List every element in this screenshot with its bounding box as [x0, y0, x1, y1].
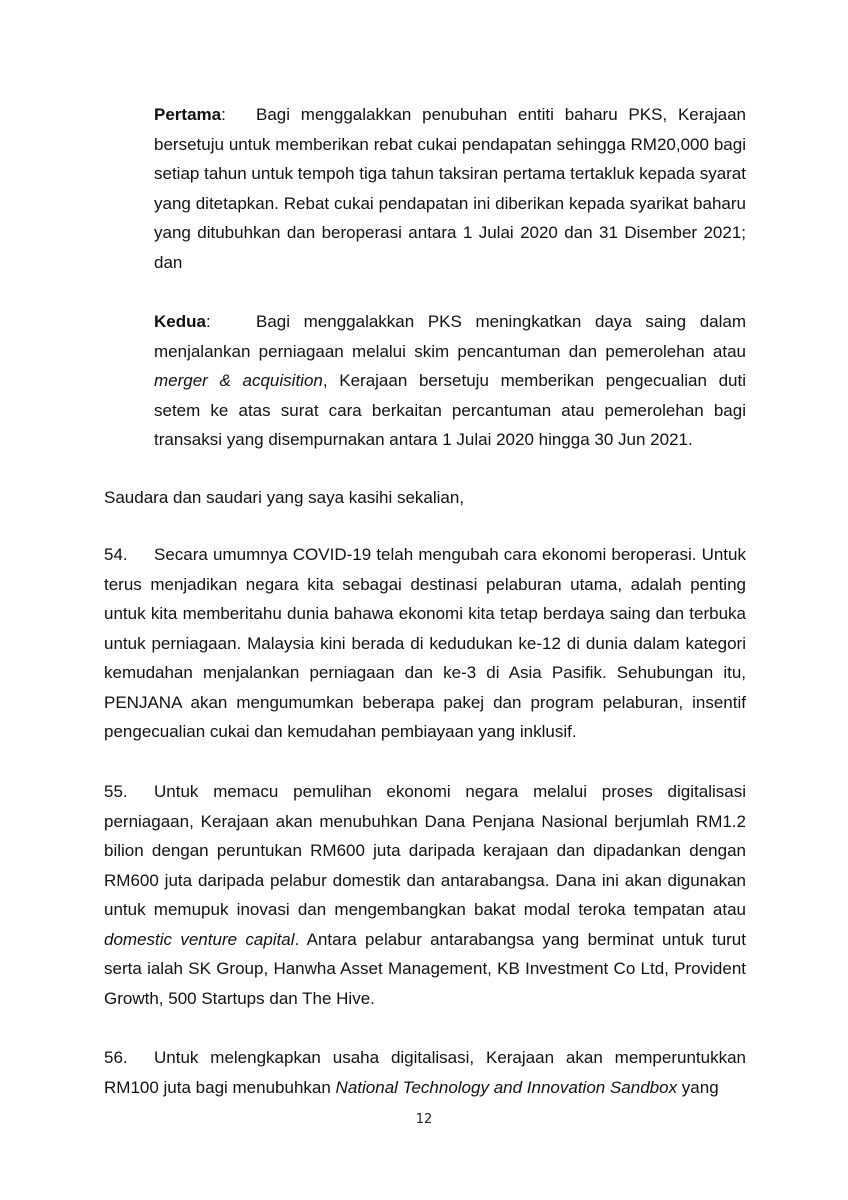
paragraph-54	[104, 540, 746, 747]
kedua-text-after: , Kerajaan bersetuju memberikan pengecualian duti setem ke atas surat cara berkaitan percantuman atau pemerolehan bagi transaksi yang disempurnakan antara 1 Julai 2020 hingga 30 Jun 2021.	[154, 371, 746, 449]
paragraph-54-number: 54.	[104, 545, 128, 564]
pertama-label-group	[154, 100, 256, 130]
paragraph-54-text: Secara umumnya COVID-19 telah mengubah cara ekonomi beroperasi. Untuk terus menjadikan negara kita sebagai destinasi pelaburan utama, adalah penting untuk kita memberitahu dunia bahawa ekonomi kita tetap berdaya saing dan terbuka untuk perniagaan. Malaysia kini berada di kedudukan ke-12 di dunia dalam kategori kemudahan menjalankan perniagaan dan ke-3 di Asia Pasifik. Sehubungan itu, PENJANA akan mengumumkan beberapa pakej dan program pelaburan, insentif pengecualian cukai dan kemudahan pembiayaan yang inklusif.	[104, 545, 746, 741]
paragraph-55-text-after: . Antara pelabur antarabangsa yang berminat untuk turut serta ialah SK Group, Hanwha Asset Management, KB Investment Co Ltd, Provident Growth, 500 Startups dan The Hive.	[104, 929, 746, 1008]
pertama-label: Pertama	[154, 105, 222, 124]
paragraph-56	[104, 1043, 746, 1102]
paragraph-kedua	[154, 307, 746, 455]
paragraph-55-text-before: Untuk memacu pemulihan ekonomi negara melalui proses digitalisasi perniagaan, Kerajaan akan menubuhkan Dana Penjana Nasional berjumlah RM1.2 bilion dengan peruntukan RM600 juta daripada kerajaan dan dipadankan dengan RM600 juta daripada pelabur domestik dan antarabangsa. Dana ini akan digunakan untuk memupuk inovasi dan mengembangkan bakat modal teroka tempatan atau	[104, 782, 746, 919]
paragraph-56-text-after: yang	[677, 1077, 719, 1097]
page-number: 12	[415, 1112, 433, 1127]
pertama-colon: :	[221, 105, 226, 124]
kedua-label-group	[154, 307, 256, 337]
paragraph-pertama	[154, 100, 746, 277]
kedua-label: Kedua	[154, 312, 206, 331]
kedua-colon: :	[205, 312, 211, 331]
paragraph-56-italic-term: National Technology and Innovation Sandbox	[335, 1077, 678, 1097]
kedua-text-before: Bagi menggalakkan PKS meningkatkan daya saing dalam menjalankan perniagaan melalui skim pencantuman dan pemerolehan atau	[154, 312, 746, 361]
salutation: Saudara dan saudari yang saya kasihi sekalian,	[104, 488, 465, 507]
kedua-italic-term: merger & acquisition	[154, 371, 323, 390]
paragraph-55-italic-term: domestic venture capital	[104, 929, 295, 949]
pertama-text: Bagi menggalakkan penubuhan entiti baharu PKS, Kerajaan bersetuju untuk memberikan rebat cukai pendapatan sehingga RM20,000 bagi setiap tahun untuk tempoh tiga tahun taksiran pertama tertakluk kepada syarat yang ditetapkan. Rebat cukai pendapatan ini diberikan kepada syarikat baharu yang ditubuhkan dan beroperasi antara 1 Julai 2020 dan 31 Disember 2021; dan	[154, 105, 746, 272]
paragraph-56-number: 56.	[104, 1048, 128, 1067]
paragraph-55	[104, 777, 746, 1013]
paragraph-55-number: 55.	[104, 782, 128, 801]
paragraph-56-text-before: Untuk melengkapkan usaha digitalisasi, Kerajaan akan memperuntukkan RM100 juta bagi menubuhkan	[104, 1048, 746, 1097]
